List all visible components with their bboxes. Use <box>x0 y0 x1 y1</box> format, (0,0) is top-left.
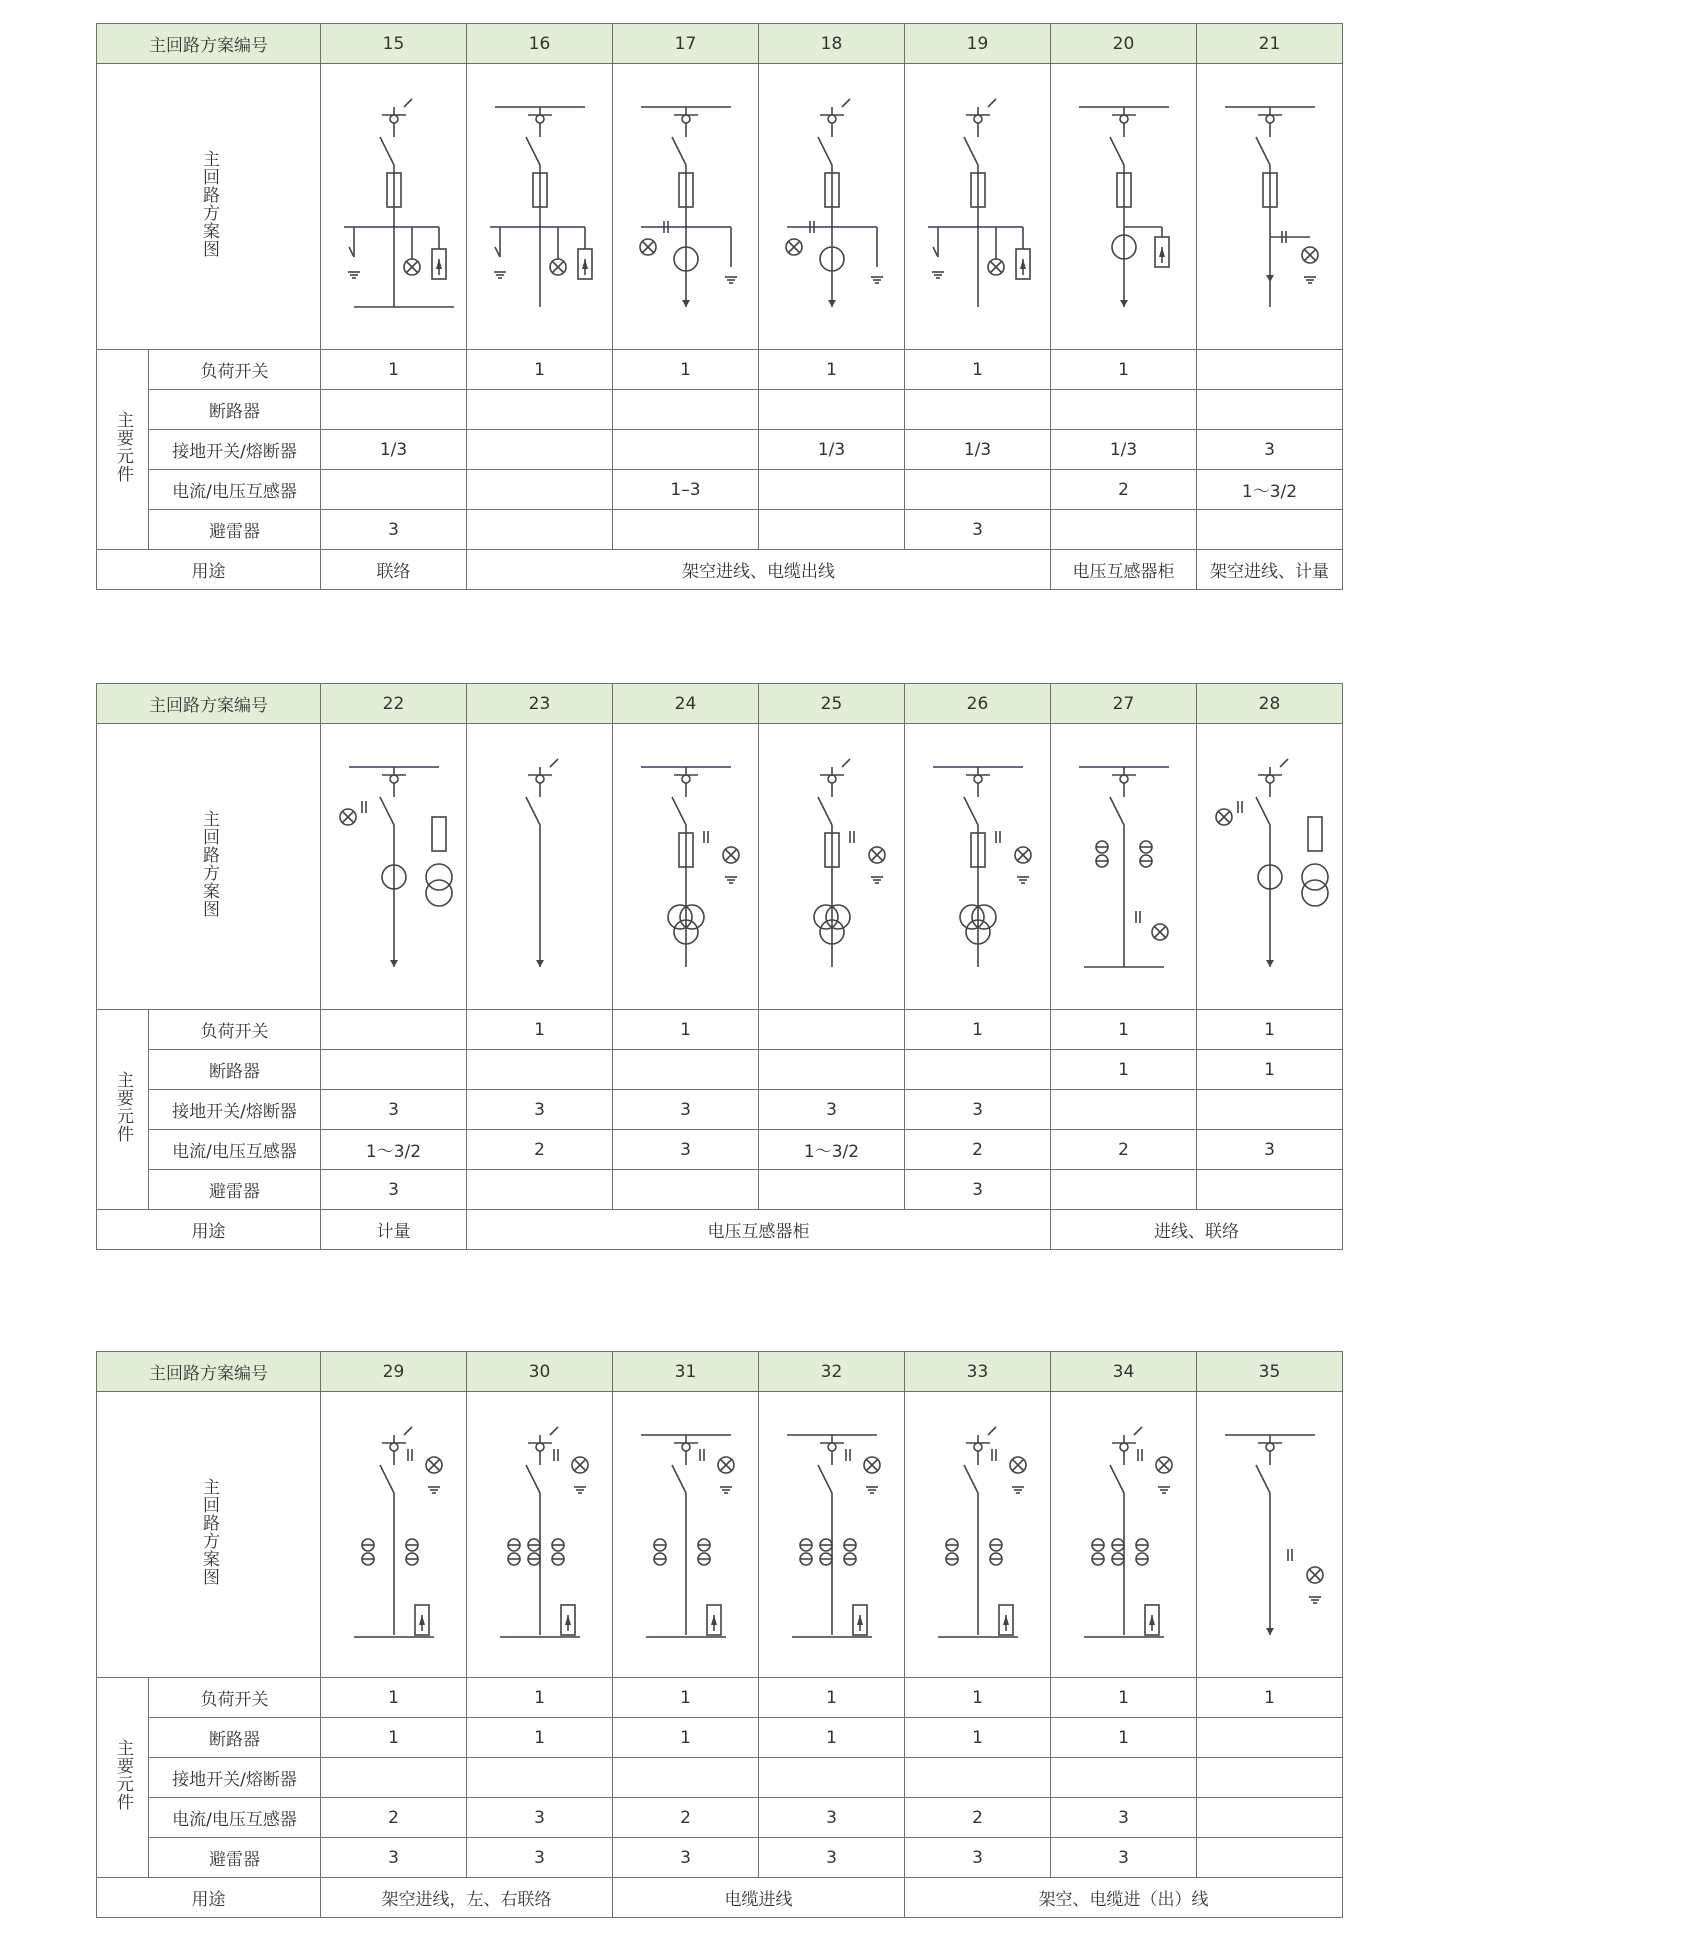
component-value <box>321 390 467 430</box>
component-value: 3 <box>467 1798 613 1838</box>
component-value <box>1197 1758 1343 1798</box>
component-row <box>97 1170 1343 1210</box>
component-value <box>613 390 759 430</box>
header-row <box>97 684 1343 724</box>
component-value <box>1197 390 1343 430</box>
circuit-diagram <box>467 77 613 337</box>
component-label: 避雷器 <box>149 510 321 550</box>
component-value <box>905 1050 1051 1090</box>
component-value: 2 <box>1051 470 1197 510</box>
component-value: 1 <box>321 1678 467 1718</box>
component-value: 1/3 <box>905 430 1051 470</box>
component-row <box>97 1798 1343 1838</box>
circuit-diagram <box>905 737 1051 997</box>
component-row <box>97 1758 1343 1798</box>
circuit-diagram-cell <box>1051 64 1197 350</box>
component-value <box>1051 1090 1197 1130</box>
scheme-number: 29 <box>321 1352 467 1392</box>
circuit-diagram-cell <box>321 1392 467 1678</box>
component-value <box>1197 1798 1343 1838</box>
circuit-diagram-cell <box>613 724 759 1010</box>
diagram-label: 主回路方案图 <box>199 150 219 258</box>
component-row <box>97 1838 1343 1878</box>
component-value <box>321 1010 467 1050</box>
header-row <box>97 24 1343 64</box>
component-value: 3 <box>905 510 1051 550</box>
component-value <box>467 390 613 430</box>
scheme-number: 34 <box>1051 1352 1197 1392</box>
component-value: 3 <box>905 1170 1051 1210</box>
component-value <box>321 1050 467 1090</box>
component-value: 1 <box>321 1718 467 1758</box>
component-value <box>1197 1838 1343 1878</box>
component-value: 2 <box>905 1798 1051 1838</box>
components-label: 主要元件 <box>113 1071 133 1143</box>
component-label: 断路器 <box>149 1718 321 1758</box>
component-value: 1 <box>905 350 1051 390</box>
scheme-table-2 <box>96 683 1343 1250</box>
scheme-number: 30 <box>467 1352 613 1392</box>
component-label: 负荷开关 <box>149 1678 321 1718</box>
usage-value: 架空进线、电缆出线 <box>467 550 1051 590</box>
circuit-diagram <box>759 737 905 997</box>
circuit-diagram <box>613 1405 759 1665</box>
usage-value: 架空进线、计量 <box>1197 550 1343 590</box>
component-value <box>1051 1758 1197 1798</box>
diagram-label-cell <box>97 1392 321 1678</box>
component-value <box>1197 1090 1343 1130</box>
component-value: 1 <box>1051 1010 1197 1050</box>
circuit-diagram <box>759 77 905 337</box>
circuit-diagram-cell <box>905 724 1051 1010</box>
component-value <box>613 1050 759 1090</box>
component-value <box>759 1050 905 1090</box>
scheme-number: 20 <box>1051 24 1197 64</box>
scheme-number: 16 <box>467 24 613 64</box>
circuit-diagram <box>905 1405 1051 1665</box>
usage-row <box>97 1210 1343 1250</box>
component-row <box>97 430 1343 470</box>
component-value: 1 <box>1197 1010 1343 1050</box>
component-label: 接地开关/熔断器 <box>149 1758 321 1798</box>
usage-label: 用途 <box>97 550 321 590</box>
component-value: 3 <box>1197 1130 1343 1170</box>
component-value: 1 <box>1197 1678 1343 1718</box>
circuit-diagram-cell <box>905 1392 1051 1678</box>
usage-value: 电缆进线 <box>613 1878 905 1918</box>
component-value: 1 <box>905 1678 1051 1718</box>
scheme-number: 25 <box>759 684 905 724</box>
component-value: 1 <box>905 1010 1051 1050</box>
component-label: 接地开关/熔断器 <box>149 1090 321 1130</box>
circuit-diagram-cell <box>321 64 467 350</box>
circuit-diagram <box>613 737 759 997</box>
component-value: 1 <box>613 350 759 390</box>
component-row <box>97 350 1343 390</box>
diagram-row <box>97 724 1343 1010</box>
scheme-number: 17 <box>613 24 759 64</box>
component-value: 1 <box>759 1718 905 1758</box>
circuit-diagram-cell <box>1051 724 1197 1010</box>
component-value <box>759 1170 905 1210</box>
usage-value: 计量 <box>321 1210 467 1250</box>
component-value: 1 <box>613 1678 759 1718</box>
components-group-cell <box>97 1010 149 1210</box>
component-row <box>97 390 1343 430</box>
scheme-number: 28 <box>1197 684 1343 724</box>
component-value <box>467 470 613 510</box>
component-value <box>759 470 905 510</box>
component-value <box>467 510 613 550</box>
diagram-row <box>97 1392 1343 1678</box>
circuit-diagram <box>759 1405 905 1665</box>
diagram-label: 主回路方案图 <box>199 810 219 918</box>
circuit-diagram-cell <box>467 724 613 1010</box>
component-value: 3 <box>1051 1838 1197 1878</box>
component-value: 1 <box>759 350 905 390</box>
component-value: 1 <box>467 350 613 390</box>
component-value <box>1051 390 1197 430</box>
usage-row <box>97 550 1343 590</box>
component-row <box>97 1130 1343 1170</box>
components-label: 主要元件 <box>113 411 133 483</box>
component-value: 1 <box>1051 350 1197 390</box>
component-row <box>97 470 1343 510</box>
component-value: 1 <box>613 1010 759 1050</box>
scheme-number: 35 <box>1197 1352 1343 1392</box>
circuit-diagram <box>1197 77 1343 337</box>
component-value: 1 <box>1051 1050 1197 1090</box>
component-value <box>905 470 1051 510</box>
scheme-number: 27 <box>1051 684 1197 724</box>
component-value: 2 <box>467 1130 613 1170</box>
circuit-diagram-cell <box>1197 724 1343 1010</box>
component-row <box>97 1718 1343 1758</box>
component-value <box>1197 1718 1343 1758</box>
component-value: 1 <box>905 1718 1051 1758</box>
circuit-diagram-cell <box>759 724 905 1010</box>
component-row <box>97 1090 1343 1130</box>
component-value: 1 <box>1051 1718 1197 1758</box>
component-value: 3 <box>613 1130 759 1170</box>
component-value: 3 <box>759 1090 905 1130</box>
component-value: 1 <box>759 1678 905 1718</box>
usage-label: 用途 <box>97 1210 321 1250</box>
scheme-number: 21 <box>1197 24 1343 64</box>
component-value <box>759 1010 905 1050</box>
component-row <box>97 510 1343 550</box>
component-value: 3 <box>905 1838 1051 1878</box>
component-label: 断路器 <box>149 390 321 430</box>
scheme-no-label: 主回路方案编号 <box>97 1352 321 1392</box>
component-label: 负荷开关 <box>149 1010 321 1050</box>
scheme-number: 32 <box>759 1352 905 1392</box>
scheme-table-1 <box>96 23 1343 590</box>
components-group-cell <box>97 1678 149 1878</box>
components-label: 主要元件 <box>113 1739 133 1811</box>
component-label: 断路器 <box>149 1050 321 1090</box>
component-value: 3 <box>467 1838 613 1878</box>
usage-label: 用途 <box>97 1878 321 1918</box>
component-value <box>321 470 467 510</box>
circuit-diagram-cell <box>905 64 1051 350</box>
circuit-diagram-cell <box>759 64 905 350</box>
component-value: 1 <box>467 1010 613 1050</box>
circuit-diagram <box>321 1405 467 1665</box>
scheme-no-label: 主回路方案编号 <box>97 24 321 64</box>
circuit-diagram-cell <box>467 1392 613 1678</box>
component-value: 2 <box>1051 1130 1197 1170</box>
component-value: 3 <box>321 1838 467 1878</box>
component-value: 2 <box>613 1798 759 1838</box>
component-label: 接地开关/熔断器 <box>149 430 321 470</box>
circuit-diagram-cell <box>1051 1392 1197 1678</box>
component-value: 3 <box>321 1090 467 1130</box>
component-label: 电流/电压互感器 <box>149 470 321 510</box>
usage-value: 架空、电缆进（出）线 <box>905 1878 1343 1918</box>
component-value: 1 <box>467 1718 613 1758</box>
component-value <box>1197 350 1343 390</box>
usage-value: 电压互感器柜 <box>467 1210 1051 1250</box>
component-value <box>321 1758 467 1798</box>
scheme-number: 23 <box>467 684 613 724</box>
circuit-diagram-cell <box>321 724 467 1010</box>
circuit-diagram <box>1197 737 1343 997</box>
usage-value: 进线、联络 <box>1051 1210 1343 1250</box>
component-row <box>97 1050 1343 1090</box>
components-group-cell <box>97 350 149 550</box>
component-value: 3 <box>467 1090 613 1130</box>
circuit-diagram <box>1197 1405 1343 1665</box>
component-value: 1 <box>1051 1678 1197 1718</box>
component-value: 1～3/2 <box>321 1130 467 1170</box>
circuit-diagram <box>321 737 467 997</box>
circuit-diagram <box>467 737 613 997</box>
usage-value: 架空进线，左、右联络 <box>321 1878 613 1918</box>
scheme-number: 31 <box>613 1352 759 1392</box>
component-value <box>905 390 1051 430</box>
circuit-diagram <box>905 77 1051 337</box>
component-value: 1–3 <box>613 470 759 510</box>
component-value <box>467 1050 613 1090</box>
circuit-diagram <box>1051 1405 1197 1665</box>
scheme-number: 18 <box>759 24 905 64</box>
diagram-label-cell <box>97 724 321 1010</box>
component-value: 3 <box>613 1090 759 1130</box>
diagram-label-cell <box>97 64 321 350</box>
circuit-diagram <box>613 77 759 337</box>
component-label: 电流/电压互感器 <box>149 1130 321 1170</box>
component-value: 1/3 <box>1051 430 1197 470</box>
circuit-diagram-cell <box>613 1392 759 1678</box>
component-row <box>97 1010 1343 1050</box>
component-value <box>613 1758 759 1798</box>
component-value <box>759 510 905 550</box>
component-value: 1 <box>613 1718 759 1758</box>
component-value: 3 <box>759 1798 905 1838</box>
component-row <box>97 1678 1343 1718</box>
component-label: 避雷器 <box>149 1170 321 1210</box>
component-value <box>613 1170 759 1210</box>
component-value <box>1197 510 1343 550</box>
circuit-diagram-cell <box>1197 64 1343 350</box>
component-value <box>759 390 905 430</box>
circuit-diagram-cell <box>759 1392 905 1678</box>
scheme-number: 15 <box>321 24 467 64</box>
component-value: 1～3/2 <box>1197 470 1343 510</box>
circuit-diagram-cell <box>613 64 759 350</box>
component-value <box>1051 1170 1197 1210</box>
component-value: 3 <box>613 1838 759 1878</box>
circuit-diagram-cell <box>467 64 613 350</box>
component-label: 避雷器 <box>149 1838 321 1878</box>
diagram-row <box>97 64 1343 350</box>
component-value <box>613 510 759 550</box>
header-row <box>97 1352 1343 1392</box>
scheme-table-3 <box>96 1351 1343 1918</box>
component-value: 3 <box>321 1170 467 1210</box>
component-value: 2 <box>321 1798 467 1838</box>
component-value <box>1197 1170 1343 1210</box>
component-value: 3 <box>905 1090 1051 1130</box>
component-value: 1/3 <box>759 430 905 470</box>
circuit-diagram <box>467 1405 613 1665</box>
circuit-diagram <box>1051 737 1197 997</box>
circuit-diagram <box>1051 77 1197 337</box>
diagram-label: 主回路方案图 <box>199 1478 219 1586</box>
component-value: 1～3/2 <box>759 1130 905 1170</box>
scheme-number: 19 <box>905 24 1051 64</box>
scheme-number: 33 <box>905 1352 1051 1392</box>
component-value: 3 <box>1197 430 1343 470</box>
component-value: 3 <box>1051 1798 1197 1838</box>
scheme-number: 26 <box>905 684 1051 724</box>
circuit-diagram <box>321 77 467 337</box>
component-value <box>613 430 759 470</box>
component-value: 2 <box>905 1130 1051 1170</box>
scheme-number: 24 <box>613 684 759 724</box>
component-label: 电流/电压互感器 <box>149 1798 321 1838</box>
component-value: 1 <box>1197 1050 1343 1090</box>
usage-value: 联络 <box>321 550 467 590</box>
usage-value: 电压互感器柜 <box>1051 550 1197 590</box>
component-label: 负荷开关 <box>149 350 321 390</box>
component-value <box>759 1758 905 1798</box>
component-value: 3 <box>321 510 467 550</box>
component-value <box>905 1758 1051 1798</box>
component-value <box>467 430 613 470</box>
circuit-diagram-cell <box>1197 1392 1343 1678</box>
component-value: 3 <box>759 1838 905 1878</box>
component-value <box>1051 510 1197 550</box>
component-value <box>467 1170 613 1210</box>
component-value: 1/3 <box>321 430 467 470</box>
component-value: 1 <box>467 1678 613 1718</box>
component-value <box>467 1758 613 1798</box>
usage-row <box>97 1878 1343 1918</box>
component-value: 1 <box>321 350 467 390</box>
scheme-no-label: 主回路方案编号 <box>97 684 321 724</box>
scheme-number: 22 <box>321 684 467 724</box>
